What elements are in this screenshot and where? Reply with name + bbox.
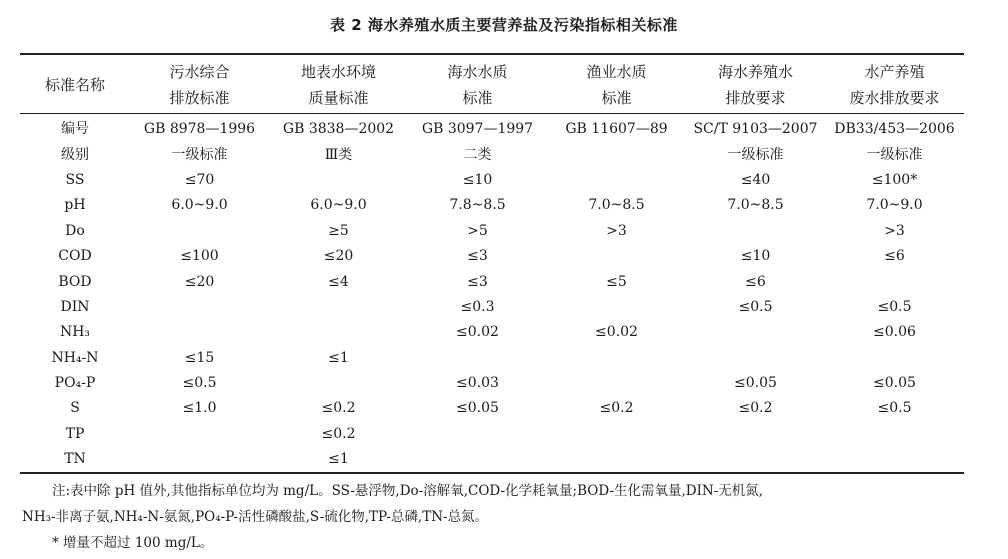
table-cell: GB 11607—89 <box>565 121 668 138</box>
table-cell <box>269 295 408 320</box>
row-label: DIN <box>60 298 90 315</box>
table-cell <box>686 447 825 473</box>
table-notes <box>22 478 982 556</box>
table-title: 表 2 海水养殖水质主要营养盐及污染指标相关标准 <box>330 16 678 34</box>
table-cell: ≤0.02 <box>456 324 499 341</box>
table-cell <box>686 346 825 371</box>
table-cell: ≤20 <box>323 248 354 265</box>
table-cell: ≤0.05 <box>456 400 499 417</box>
table-cell <box>547 244 686 269</box>
table-cell <box>130 295 269 320</box>
column-header: 渔业水质 标准 <box>547 54 686 114</box>
table-cell: ≤0.3 <box>460 298 495 315</box>
table-row <box>20 269 964 294</box>
table-cell: ≤0.5 <box>877 400 912 417</box>
row-label: TN <box>20 447 130 473</box>
table-row <box>20 295 964 320</box>
table-cell: 6.0~9.0 <box>310 197 367 214</box>
table-cell: 二类 <box>463 146 492 163</box>
corner-header: 标准名称 <box>20 54 130 114</box>
table-cell <box>547 371 686 396</box>
table-cell: SC/T 9103—2007 <box>693 121 818 138</box>
table-cell <box>825 269 964 294</box>
table-cell: GB 3097—1997 <box>421 121 534 138</box>
table-cell: ≤3 <box>467 273 488 290</box>
header-row <box>20 54 964 114</box>
table-cell <box>686 422 825 447</box>
table-row <box>20 168 964 193</box>
table-cell: DB33/453—2006 <box>834 121 955 138</box>
table-cell: ≤40 <box>740 171 771 188</box>
table-row <box>20 193 964 218</box>
table-row <box>20 244 964 269</box>
table-cell: ≤0.2 <box>599 400 634 417</box>
column-header: 地表水环境 质量标准 <box>269 54 408 114</box>
table-cell: >5 <box>467 222 488 239</box>
table-cell: >3 <box>884 222 905 239</box>
note-footnote: * 增量不超过 100 mg/L。 <box>52 535 214 551</box>
table-cell <box>130 219 269 244</box>
row-label: pH <box>64 197 86 214</box>
table-cell <box>269 168 408 193</box>
table-cell <box>825 447 964 473</box>
table-cell: 7.8~8.5 <box>449 197 506 214</box>
table-cell: ≤15 <box>184 349 215 366</box>
table-row <box>20 219 964 244</box>
table-cell: ≤1 <box>328 349 349 366</box>
table-cell <box>825 346 964 371</box>
table-row <box>20 320 964 345</box>
table-cell: ≤5 <box>606 273 627 290</box>
table-cell <box>408 346 547 371</box>
column-header: 水产养殖 废水排放要求 <box>825 54 964 114</box>
table-cell: 一级标准 <box>171 146 228 163</box>
table-cell: ≤0.03 <box>456 375 499 392</box>
table-cell <box>547 422 686 447</box>
table-cell: 6.0~9.0 <box>171 197 228 214</box>
table-cell: ≤0.05 <box>734 375 777 392</box>
table-cell: 7.0~9.0 <box>866 197 923 214</box>
column-header: 污水综合 排放标准 <box>130 54 269 114</box>
table-cell: ≥5 <box>328 222 349 239</box>
table-row <box>20 371 964 396</box>
table-cell: ≤6 <box>884 248 905 265</box>
table-cell: >3 <box>606 222 627 239</box>
table-cell: ≤0.2 <box>321 400 356 417</box>
table-cell <box>130 320 269 345</box>
table-cell: ≤3 <box>467 248 488 265</box>
table-cell: 一级标准 <box>727 146 784 163</box>
table-row <box>20 396 964 421</box>
table-row <box>20 422 964 447</box>
row-label: NH₄-N <box>51 349 99 366</box>
column-header: 海水水质 标准 <box>408 54 547 114</box>
table-cell <box>408 447 547 473</box>
table-cell: ≤0.5 <box>738 298 773 315</box>
table-cell <box>130 422 269 447</box>
table-cell: ≤0.5 <box>877 298 912 315</box>
table-cell: ≤0.2 <box>321 425 356 442</box>
table-cell <box>825 422 964 447</box>
table-cell: 一级标准 <box>866 146 923 163</box>
table-cell: ≤0.06 <box>873 324 916 341</box>
row-label: PO₄-P <box>54 375 96 392</box>
table-cell <box>686 219 825 244</box>
table-cell: ≤20 <box>184 273 215 290</box>
table-cell <box>547 447 686 473</box>
row-label: COD <box>58 248 92 265</box>
table-cell <box>269 320 408 345</box>
row-label: BOD <box>58 273 92 290</box>
table-cell: ≤100* <box>871 171 918 188</box>
table-row <box>20 114 964 143</box>
table-cell: ≤70 <box>184 171 215 188</box>
row-label: 级别 <box>61 146 89 163</box>
table-cell: ≤0.05 <box>873 375 916 392</box>
table-cell <box>130 447 269 473</box>
table-cell <box>547 142 686 167</box>
table-cell: ≤4 <box>328 273 349 290</box>
table-row <box>20 346 964 371</box>
table-cell <box>408 422 547 447</box>
note-line: 注:表中除 pH 值外,其他指标单位均为 mg/L。SS-悬浮物,Do-溶解氧,COD-化学耗氧量;BOD-生化需氧量,DIN-无机氮, <box>52 483 764 499</box>
table-cell: ≤0.02 <box>595 324 638 341</box>
row-label: 编号 <box>61 121 89 138</box>
table-cell: ≤1.0 <box>182 400 217 417</box>
table-cell: ≤0.5 <box>182 375 217 392</box>
column-header: 海水养殖水 排放要求 <box>686 54 825 114</box>
table-row <box>20 142 964 167</box>
table-cell <box>547 168 686 193</box>
table-cell <box>547 295 686 320</box>
table-cell: ≤10 <box>462 171 493 188</box>
table-cell: 7.0~8.5 <box>727 197 784 214</box>
table-cell <box>269 371 408 396</box>
table-cell: ≤0.2 <box>738 400 773 417</box>
table-cell <box>547 346 686 371</box>
table-cell: ≤1 <box>269 447 408 473</box>
table-cell: 7.0~8.5 <box>588 197 645 214</box>
table-cell: ≤10 <box>740 248 771 265</box>
table-cell: GB 8978—1996 <box>143 121 256 138</box>
table-row <box>20 447 964 473</box>
table-cell: ≤6 <box>745 273 766 290</box>
row-label: S <box>70 400 80 417</box>
standards-table <box>20 53 964 474</box>
row-label: SS <box>65 171 85 188</box>
row-label: TP <box>65 425 85 442</box>
table-cell: GB 3838—2002 <box>282 121 395 138</box>
row-label: NH₃ <box>59 324 91 341</box>
table-cell: ≤100 <box>180 248 219 265</box>
row-label: Do <box>65 222 85 239</box>
table-cell <box>686 320 825 345</box>
table-cell: Ⅲ类 <box>324 146 353 163</box>
note-line: NH₃-非离子氨,NH₄-N-氨氮,PO₄-P-活性磷酸盐,S-硫化物,TP-总磷,TN-总氮。 <box>22 509 489 525</box>
